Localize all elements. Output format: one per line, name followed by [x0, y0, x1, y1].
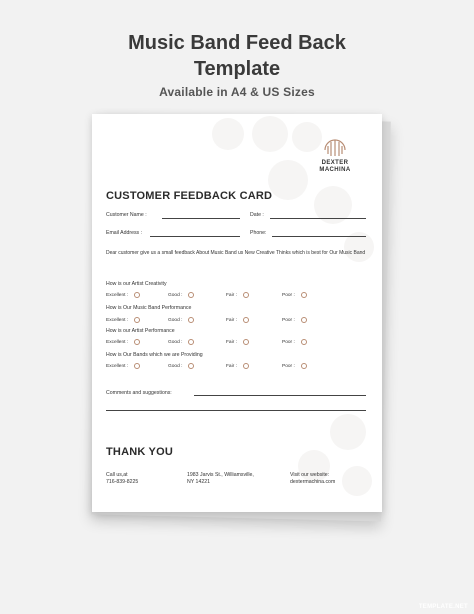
rating-label: Good :: [168, 363, 183, 369]
email-label: Email Address :: [106, 230, 143, 236]
intro-text: Dear customer give us a small feedback About Music Band us New Creative Thinks which is best for Our Music Band: [106, 250, 366, 256]
radio-poor[interactable]: [301, 292, 307, 298]
rating-option: [168, 339, 194, 345]
radio-good[interactable]: [188, 363, 194, 369]
rating-label: Good :: [168, 317, 183, 323]
radio-poor[interactable]: [301, 317, 307, 323]
rating-option: [106, 363, 140, 369]
rating-label: Fair :: [226, 317, 237, 323]
rating-option: [168, 292, 194, 298]
watermark-badge: TEMPLATE.NET: [418, 604, 468, 610]
rating-option: [168, 317, 194, 323]
customer-name-field[interactable]: [162, 218, 240, 219]
decor-circle: [212, 118, 244, 150]
logo-mark-icon: [322, 134, 348, 158]
radio-good[interactable]: [188, 339, 194, 345]
rating-label: Excellent :: [106, 292, 129, 298]
email-field[interactable]: [150, 236, 240, 237]
page-title: [0, 30, 474, 82]
rating-option: [226, 339, 249, 345]
customer-name-label: Customer Name :: [106, 212, 147, 218]
page-subtitle: Available in A4 & US Sizes: [159, 85, 315, 99]
rating-label: Excellent :: [106, 317, 129, 323]
radio-poor[interactable]: [301, 363, 307, 369]
rating-option: [168, 363, 194, 369]
decor-circle: [268, 160, 308, 200]
phone-field[interactable]: [272, 236, 366, 237]
rating-label: Poor :: [282, 339, 295, 345]
radio-excellent[interactable]: [134, 292, 140, 298]
rating-option: [226, 292, 249, 298]
radio-excellent[interactable]: [134, 317, 140, 323]
question-3: How is our Artist Performance: [106, 328, 175, 334]
rating-label: Excellent :: [106, 363, 129, 369]
radio-fair[interactable]: [243, 363, 249, 369]
decor-circle: [252, 116, 288, 152]
rating-option: [282, 339, 307, 345]
radio-fair[interactable]: [243, 339, 249, 345]
footer-website: Visit our website: dextermachina.com: [290, 472, 336, 485]
rating-option: [282, 317, 307, 323]
radio-fair[interactable]: [243, 292, 249, 298]
rating-label: Good :: [168, 292, 183, 298]
phone-label: Phone:: [250, 230, 267, 236]
logo-text: DEXTER MACHINA: [319, 160, 351, 173]
rating-option: [226, 317, 249, 323]
brand-logo: [310, 134, 360, 174]
radio-fair[interactable]: [243, 317, 249, 323]
date-field[interactable]: [270, 218, 366, 219]
rating-option: [226, 363, 249, 369]
page-title-line-2: Template: [193, 58, 281, 80]
rating-label: Poor :: [282, 363, 295, 369]
rating-label: Excellent :: [106, 339, 129, 345]
radio-good[interactable]: [188, 292, 194, 298]
rating-label: Poor :: [282, 292, 295, 298]
rating-option: [106, 292, 140, 298]
comments-field-line[interactable]: [194, 395, 366, 396]
question-2: How is Our Music Band Performance: [106, 305, 192, 311]
thank-you-heading: THANK YOU: [106, 446, 173, 458]
rating-label: Poor :: [282, 317, 295, 323]
radio-good[interactable]: [188, 317, 194, 323]
rating-option: [282, 292, 307, 298]
rating-label: Good :: [168, 339, 183, 345]
rating-option: [106, 339, 140, 345]
radio-excellent[interactable]: [134, 363, 140, 369]
radio-poor[interactable]: [301, 339, 307, 345]
decor-circle: [342, 466, 372, 496]
rating-option: [282, 363, 307, 369]
page-title-line-1: Music Band Feed Back: [128, 32, 346, 54]
rating-option: [106, 317, 140, 323]
rating-label: Fair :: [226, 339, 237, 345]
rating-label: Fair :: [226, 363, 237, 369]
feedback-card-sheet: [92, 114, 382, 512]
decor-circle: [330, 414, 366, 450]
radio-excellent[interactable]: [134, 339, 140, 345]
card-title: CUSTOMER FEEDBACK CARD: [106, 190, 273, 202]
rating-label: Fair :: [226, 292, 237, 298]
question-4: How is Our Bands which we are Providing: [106, 352, 203, 358]
comments-label: Comments and suggestions:: [106, 390, 172, 396]
question-1: How is our Artist Creativity: [106, 281, 167, 287]
footer-call: Call us,at 716-839-8225: [106, 472, 139, 485]
comments-field-line[interactable]: [106, 410, 366, 411]
footer-address: 1983 Jarvis St., Williamsville, NY 14221: [187, 472, 254, 485]
date-label: Date :: [250, 212, 264, 218]
